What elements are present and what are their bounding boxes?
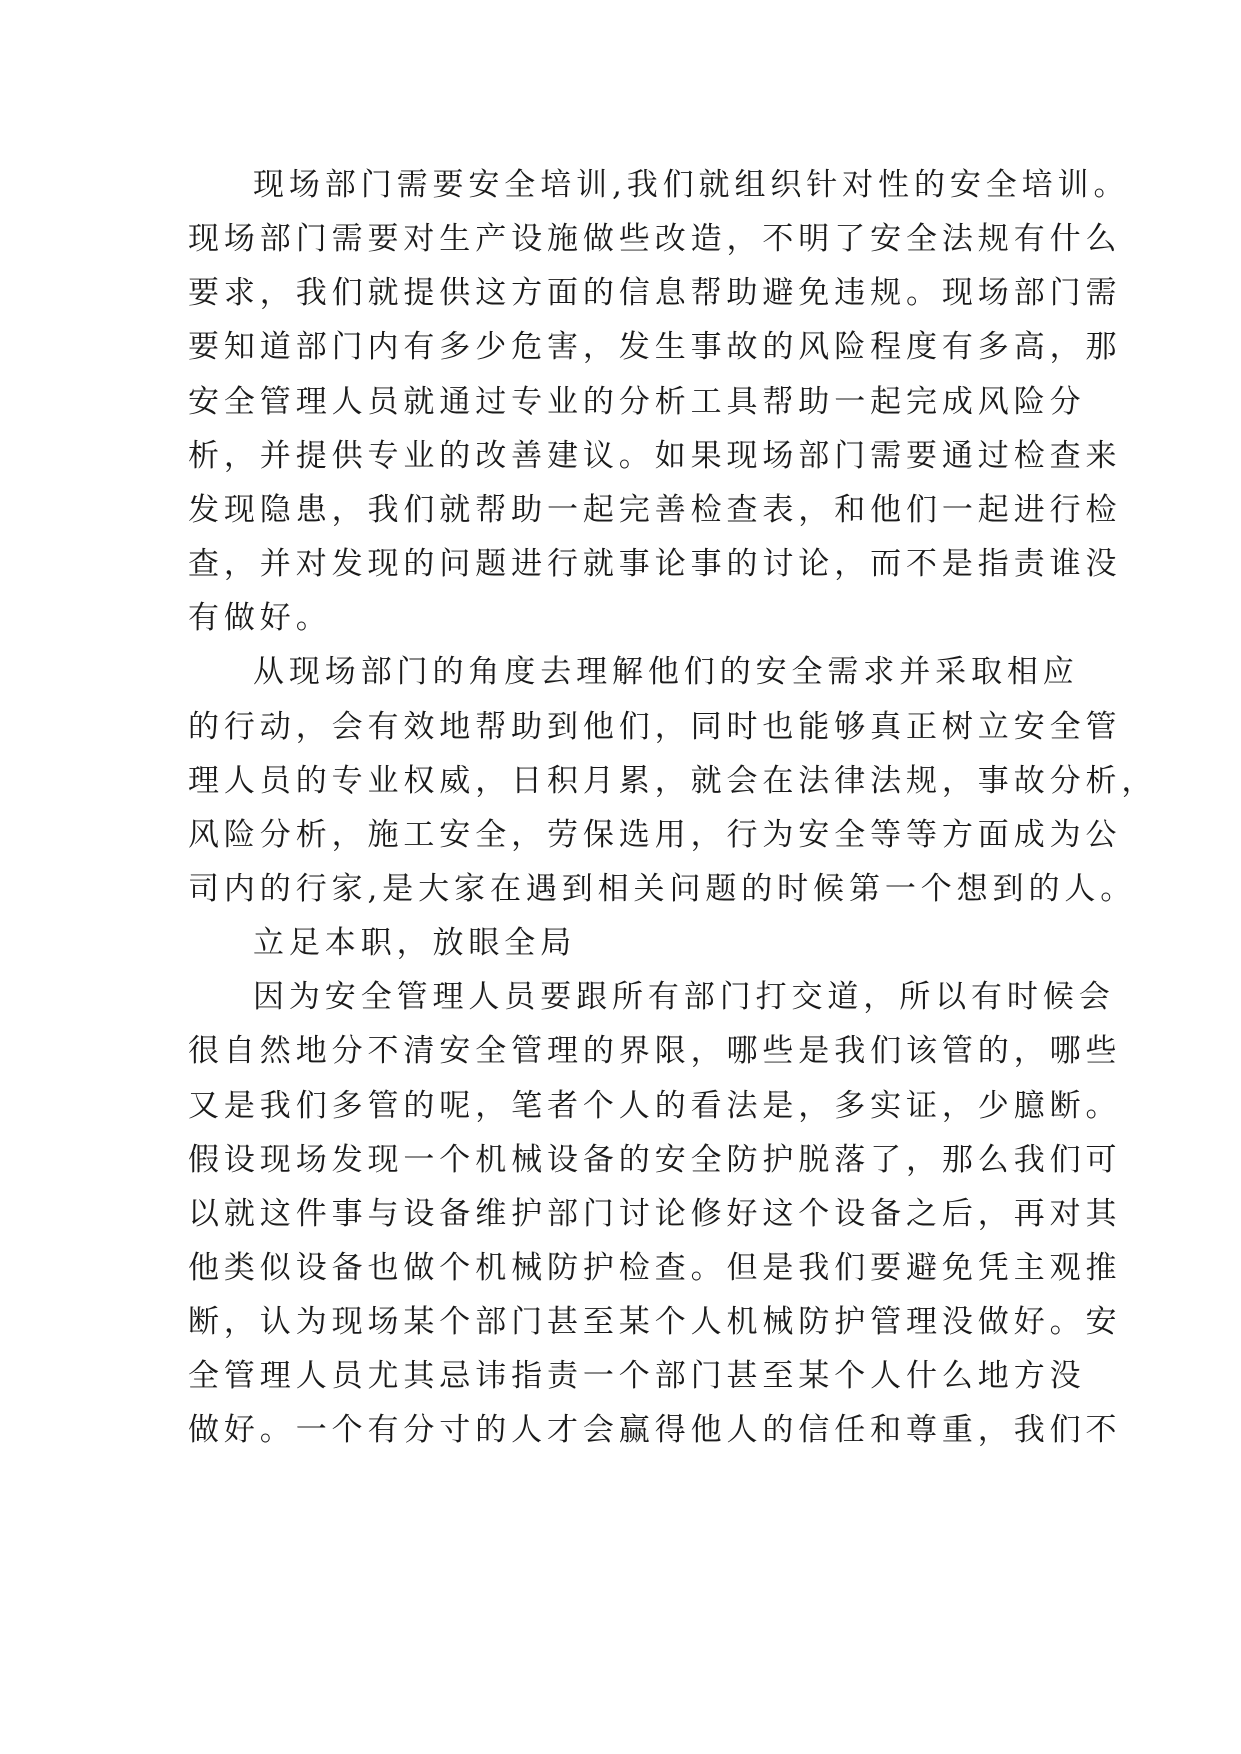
- paragraph-1-line-5: 安全管理人员就通过专业的分析工具帮助一起完成风险分: [188, 384, 1086, 420]
- paragraph-1-line-7: 发现隐患，我们就帮助一起完善检查表，和他们一起进行检: [188, 492, 1122, 528]
- paragraph-1-line-8: 查，并对发现的问题进行就事论事的讨论，而不是指责谁没: [188, 546, 1122, 582]
- paragraph-1-line-3: 要求，我们就提供这方面的信息帮助避免违规。现场部门需: [188, 275, 1122, 311]
- paragraph-3-line-4: 假设现场发现一个机械设备的安全防护脱落了，那么我们可: [188, 1142, 1122, 1178]
- paragraph-2-line-5: 司内的行家,是大家在遇到相关问题的时候第一个想到的人。: [188, 871, 1137, 907]
- paragraph-2-line-1: 从现场部门的角度去理解他们的安全需求并采取相应: [253, 654, 1079, 690]
- paragraph-3-line-8: 全管理人员尤其忌讳指责一个部门甚至某个人什么地方没: [188, 1358, 1086, 1394]
- paragraph-1-line-6: 析，并提供专业的改善建议。如果现场部门需要通过检查来: [188, 438, 1122, 474]
- section-heading: 立足本职，放眼全局: [253, 925, 577, 961]
- paragraph-3-line-3: 又是我们多管的呢，笔者个人的看法是，多实证，少臆断。: [188, 1088, 1122, 1124]
- paragraph-1-line-2: 现场部门需要对生产设施做些改造，不明了安全法规有什么: [188, 221, 1122, 257]
- paragraph-1-line-4: 要知道部门内有多少危害，发生事故的风险程度有多高，那: [188, 329, 1122, 365]
- paragraph-3-line-2: 很自然地分不清安全管理的界限，哪些是我们该管的，哪些: [188, 1033, 1122, 1069]
- paragraph-3-line-5: 以就这件事与设备维护部门讨论修好这个设备之后，再对其: [188, 1196, 1122, 1232]
- paragraph-3-line-6: 他类似设备也做个机械防护检查。但是我们要避免凭主观推: [188, 1250, 1122, 1286]
- paragraph-1-line-9: 有做好。: [188, 600, 332, 636]
- paragraph-3-line-7: 断，认为现场某个部门甚至某个人机械防护管理没做好。安: [188, 1304, 1122, 1340]
- paragraph-1-line-1: 现场部门需要安全培训,我们就组织针对性的安全培训。: [253, 167, 1130, 203]
- paragraph-3-line-9: 做好。一个有分寸的人才会赢得他人的信任和尊重，我们不: [188, 1412, 1122, 1448]
- paragraph-2-line-4: 风险分析，施工安全，劳保选用，行为安全等等方面成为公: [188, 817, 1122, 853]
- paragraph-2-line-3: 理人员的专业权威，日积月累，就会在法律法规，事故分析，: [188, 763, 1158, 799]
- paragraph-3-line-1: 因为安全管理人员要跟所有部门打交道，所以有时候会: [253, 979, 1115, 1015]
- paragraph-2-line-2: 的行动，会有效地帮助到他们，同时也能够真正树立安全管: [188, 709, 1122, 745]
